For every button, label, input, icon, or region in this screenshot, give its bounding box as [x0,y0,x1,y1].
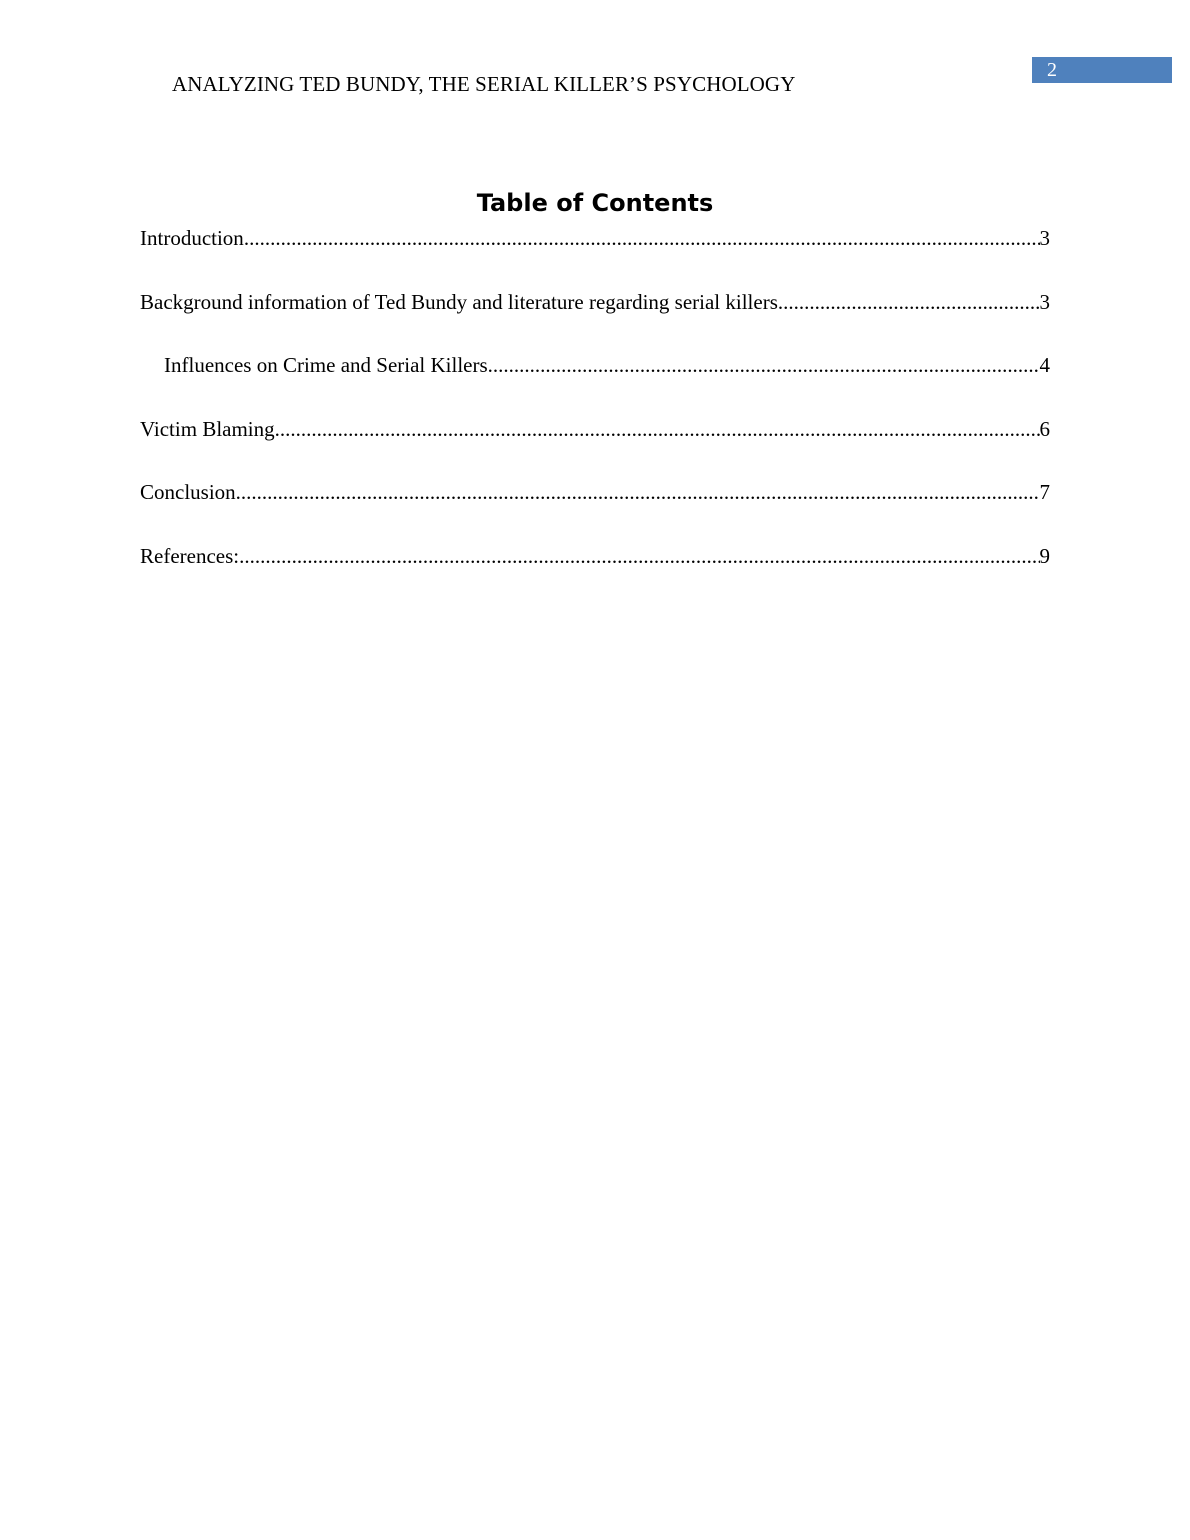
toc-entry-references[interactable] [140,542,1050,606]
toc-entry-page: 6 [1039,416,1050,441]
toc-entry-background[interactable] [140,288,1050,352]
toc-entry-text: References: [140,543,240,568]
toc-entry-text: Influences on Crime and Serial Killers [164,353,488,377]
toc-entry-introduction[interactable] [140,224,1050,288]
toc-entry-text: Introduction [140,226,244,250]
toc-entry-page: 9 [1039,543,1050,568]
toc-dot-leader [236,478,1040,506]
toc-entry-text: Conclusion [140,480,236,504]
running-head: ANALYZING TED BUNDY, THE SERIAL KILLER’S PSYCHOLOGY [172,72,796,96]
toc-dot-leader [239,542,1039,570]
toc-title: Table of Contents [476,189,714,217]
toc-entry-page: 3 [1039,289,1050,314]
toc-entry-page: 7 [1039,480,1050,504]
toc-dot-leader [778,288,1040,316]
toc-entry-text: Background information of Ted Bundy and literature regarding serial killers [140,289,778,314]
toc-list [140,224,1050,605]
toc-dot-leader [244,224,1040,252]
toc-dot-leader [275,415,1040,443]
toc-entry-page: 4 [1039,353,1050,377]
toc-entry-page: 3 [1039,226,1050,250]
toc-entry-victim-blaming[interactable] [140,415,1050,479]
toc-entry-conclusion[interactable] [140,478,1050,542]
toc-entry-influences[interactable] [140,351,1050,415]
page-number: 2 [1047,59,1057,81]
toc-dot-leader [488,351,1040,379]
page-number-box [1032,57,1172,83]
toc-entry-text: Victim Blaming [140,416,275,441]
